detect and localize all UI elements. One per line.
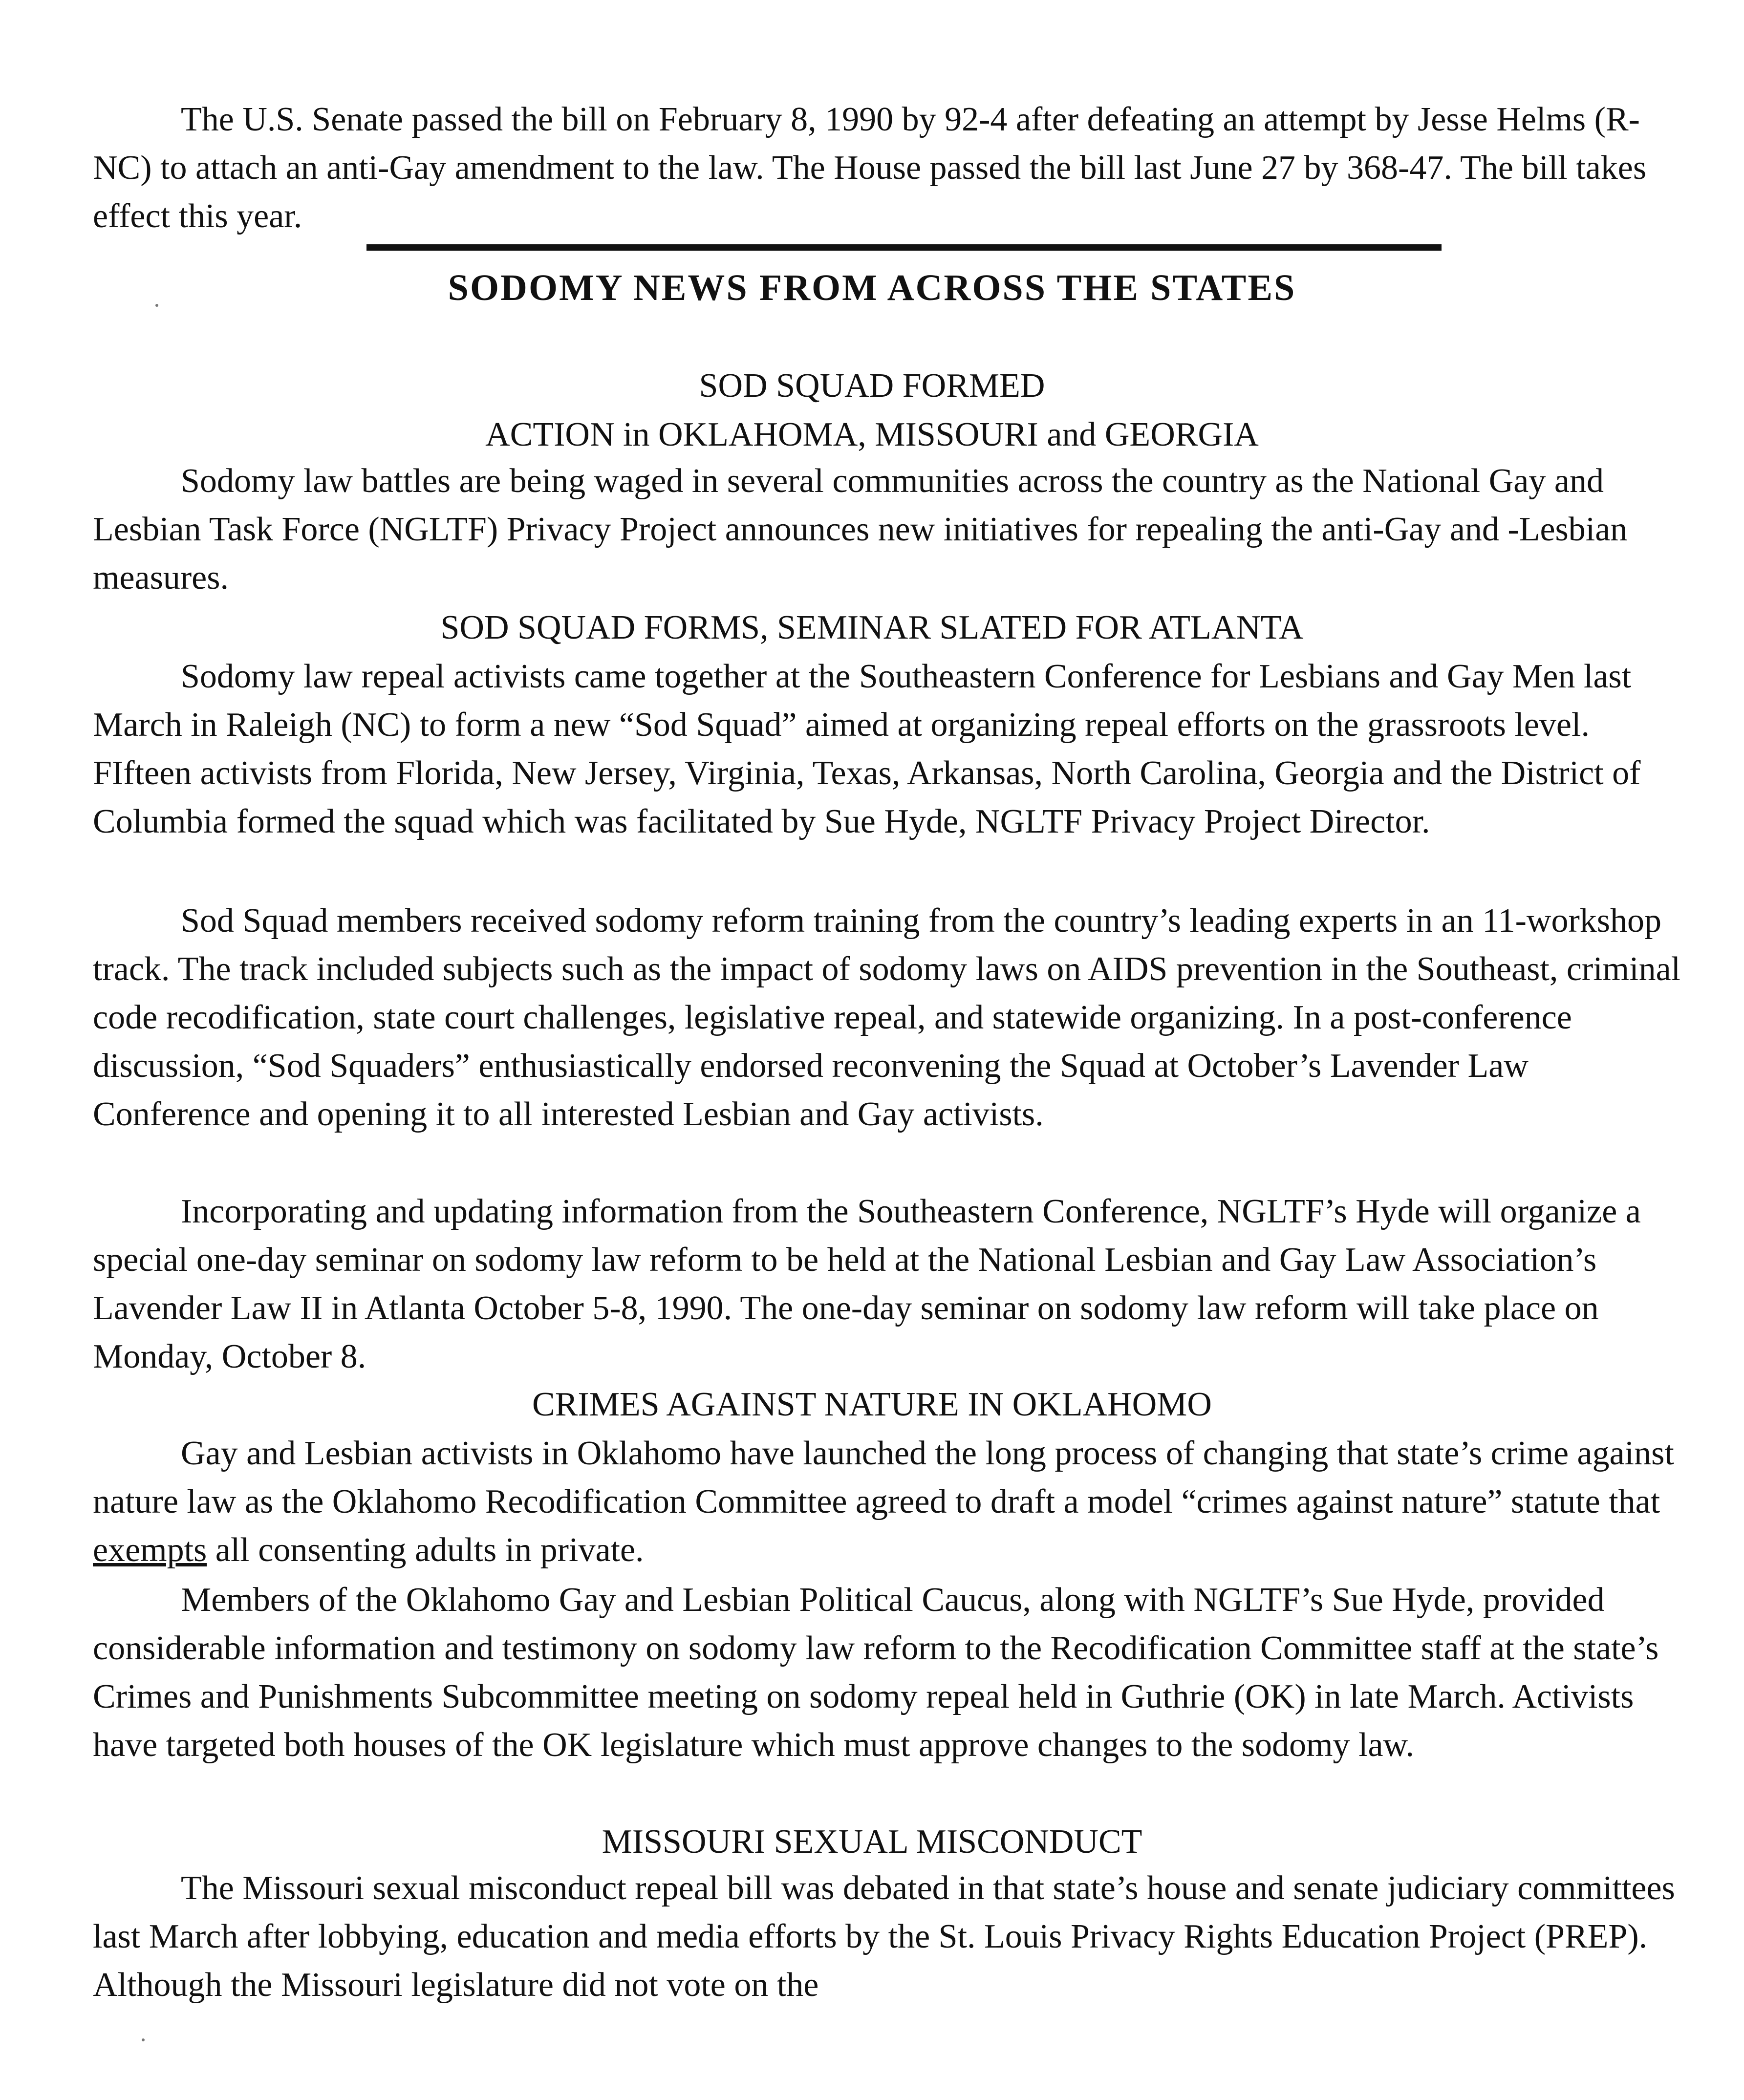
intro-paragraph: The U.S. Senate passed the bill on February 8, 1990 by 92-4 after defeating an attempt by Jesse Helms (R-NC) to attach an anti-Gay amendment to the law. The House passed the bill last June 27 by 368-47. The bill takes effect this year. [93,101,1647,235]
article3-text-after: all consenting adults in private. [207,1531,644,1569]
article3-paragraph-1 [93,1429,1686,1574]
scan-speck [155,304,158,307]
article3-text-before: Gay and Lesbian activists in Oklahomo have launched the long process of changing that state’s crime against nature law as the Oklahomo Recodification Committee agreed to draft a model “crimes against nature” statute that [93,1435,1674,1521]
article2-paragraph-2: Sod Squad members received sodomy reform training from the country’s leading experts in an 11-workshop track. The track included subjects such as the impact of sodomy laws on AIDS prevention in the Southeast, criminal code recodification, state court challenges, legislative repeal, and statewide organizing. In a post-conference discussion, “Sod Squaders” enthusiastically endorsed reconvening the Squad at October’s Lavender Law Conference and opening it to all interested Lesbian and Gay activists. [93,902,1681,1133]
article1-paragraph-1: Sodomy law battles are being waged in several communities across the country as the National Gay and Lesbian Task Force (NGLTF) Privacy Project announces new initiatives for repealing the anti-Gay and -Lesbian measures. [93,462,1628,597]
headline-sod-squad-forms: SOD SQUAD FORMS, SEMINAR SLATED FOR ATLANTA [440,609,1304,646]
article2-paragraph-3: Incorporating and updating information from the Southeastern Conference, NGLTF’s Hyde will organize a special one-day seminar on sodomy law reform to be held at the National Lesbian and Gay Law Association’s Lavender Law II in Atlanta October 5-8, 1990. The one-day seminar on sodomy law reform will take place on Monday, October 8. [93,1193,1641,1375]
section-title: SODOMY NEWS FROM ACROSS THE STATES [448,267,1296,308]
headline-action-states: ACTION in OKLAHOMA, MISSOURI and GEORGIA [485,416,1259,453]
article2-paragraph-1: Sodomy law repeal activists came together at the Southeastern Conference for Lesbians and Gay Men last March in Raleigh (NC) to form a new “Sod Squad” aimed at organizing repeal efforts on the grassroots level. FIfteen activists from Florida, New Jersey, Virginia, Texas, Arkansas, North Carolina, Georgia and the District of Columbia formed the squad which was facilitated by Sue Hyde, NGLTF Privacy Project Director. [93,658,1641,840]
headline-crimes-against-nature: CRIMES AGAINST NATURE IN OKLAHOMO [532,1386,1212,1423]
article3-paragraph-2: Members of the Oklahomo Gay and Lesbian Political Caucus, along with NGLTF’s Sue Hyde, provided considerable information and testimony on sodomy law reform to the Recodification Committee staff at the state’s Crimes and Punishments Subcommittee meeting on sodomy repeal held in Guthrie (OK) in late March. Activists have targeted both houses of the OK legislature which must approve changes to the sodomy law. [93,1581,1659,1764]
underlined-word-exempts: exempts [93,1531,207,1569]
section-divider [366,244,1442,251]
headline-sod-squad-formed: SOD SQUAD FORMED [699,367,1045,405]
article4-paragraph-1: The Missouri sexual misconduct repeal bill was debated in that state’s house and senate judiciary committees last March after lobbying, education and media efforts by the St. Louis Privacy Rights Education Project (PREP). Although the Missouri legislature did not vote on the [93,1869,1675,2004]
scan-speck [142,2038,145,2041]
headline-missouri-sexual-misconduct: MISSOURI SEXUAL MISCONDUCT [602,1823,1142,1861]
